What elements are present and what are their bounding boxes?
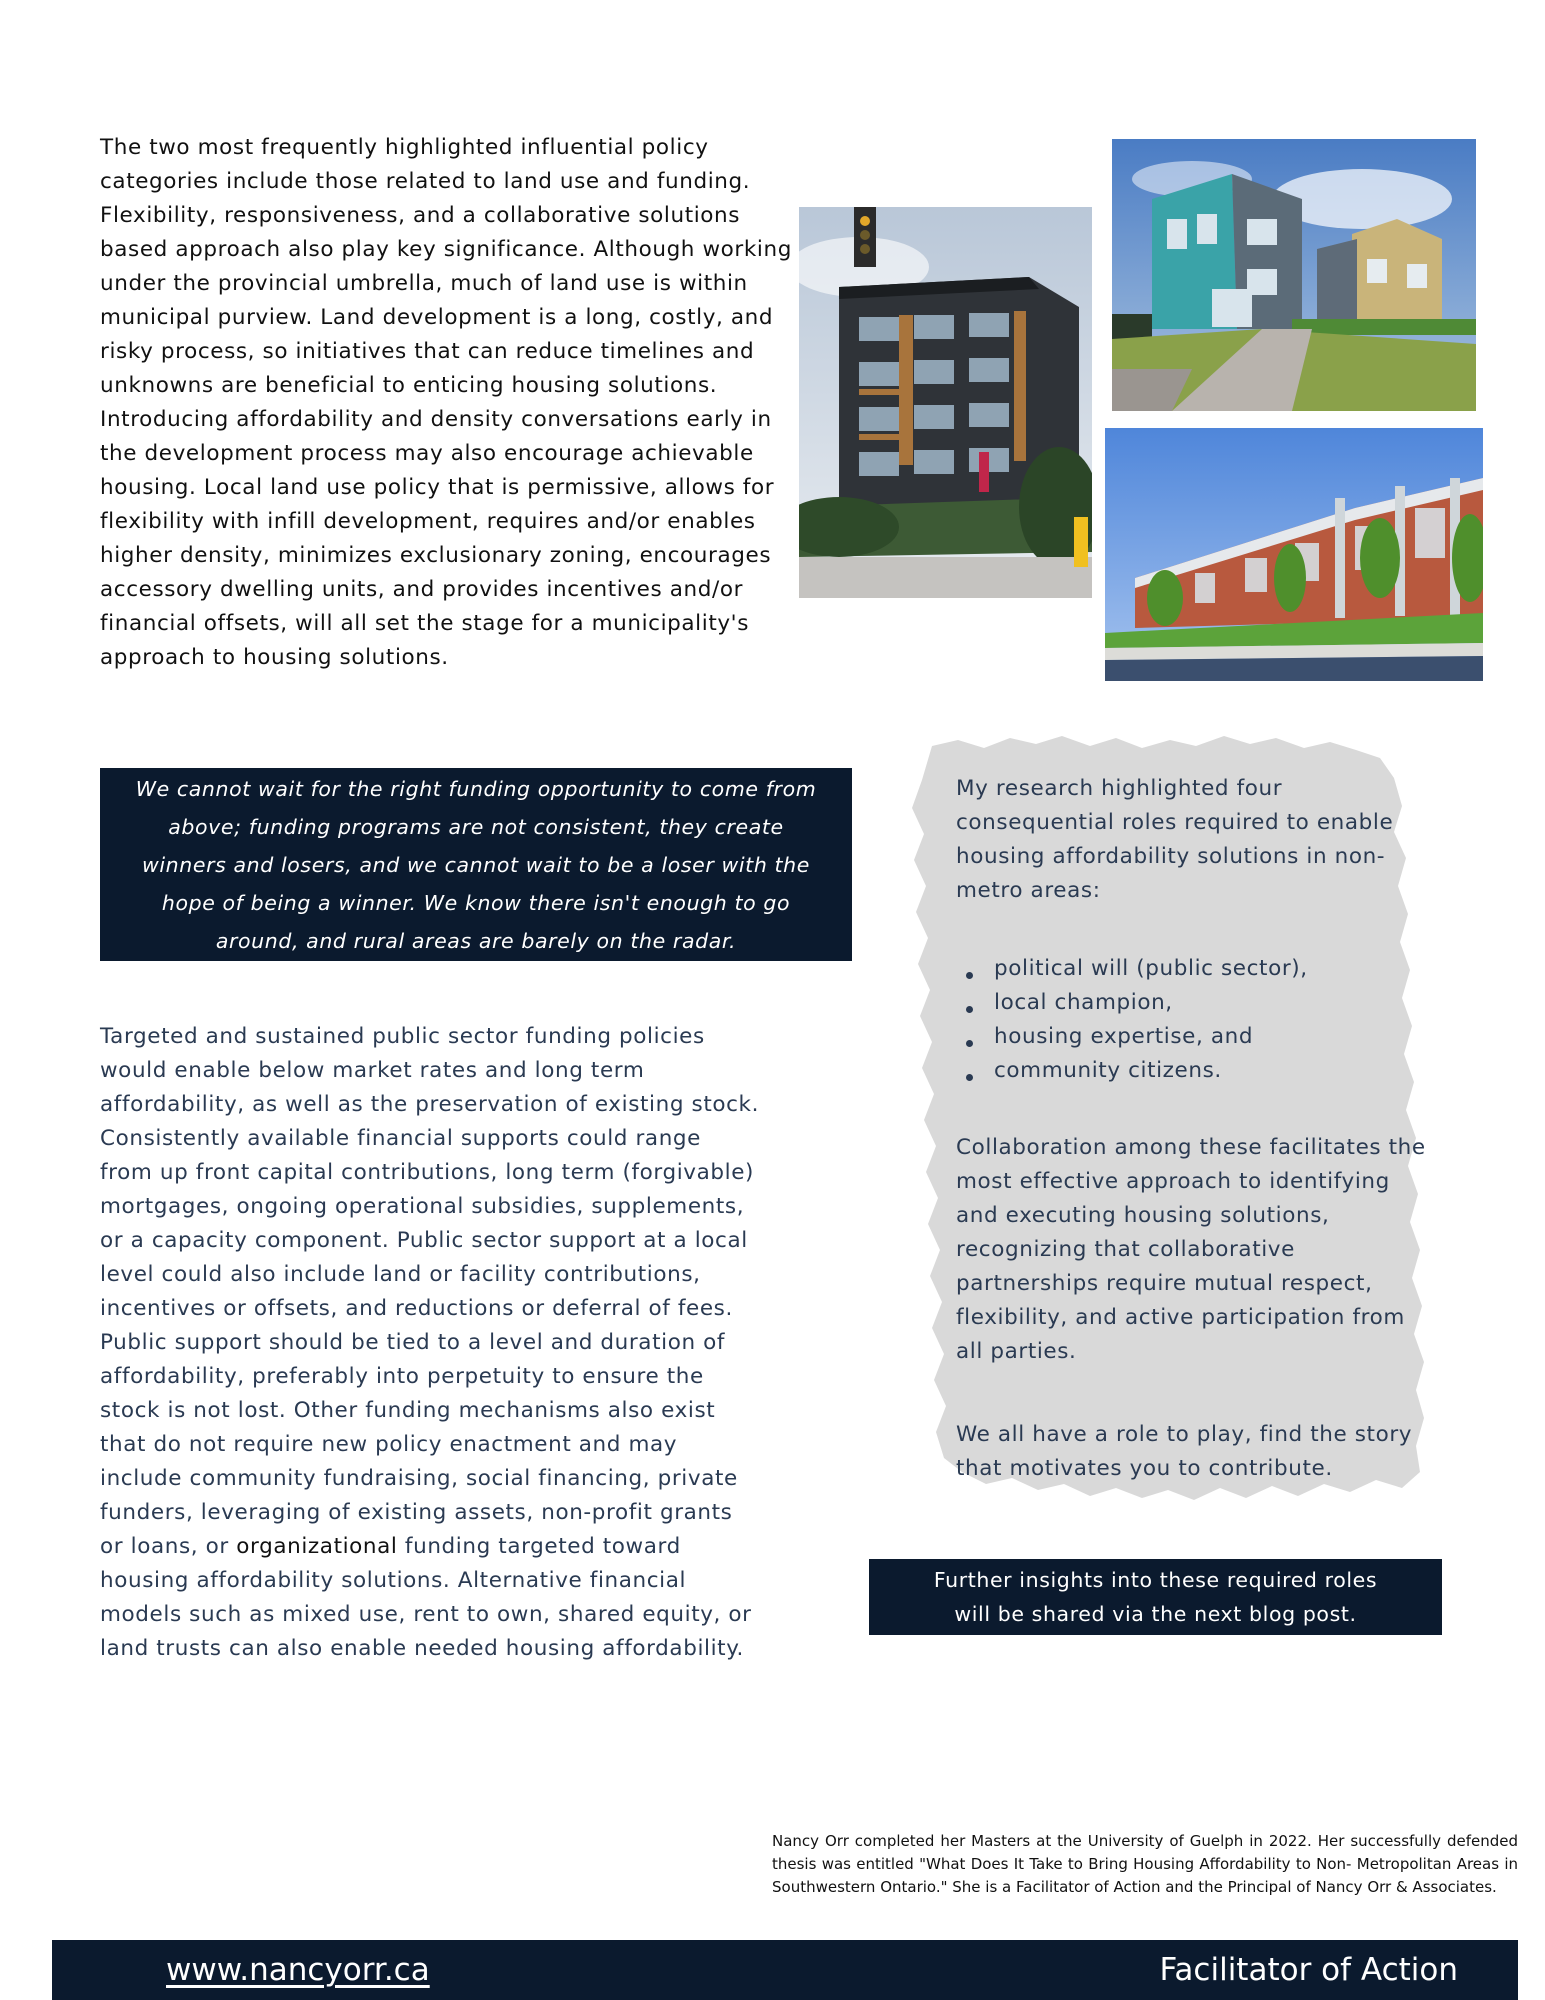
collaboration-paragraph: Collaboration among these facilitates the most effective approach to identifying and executing housing solutions, recognizing that collaborative partnerships require mutual respect, flexibility, and active participation from all parties. [956, 1135, 1426, 1364]
funding-text-part2: funding targeted toward housing affordability solutions. Alternative financial models such as mixed use, rent to own, shared equity, or land trusts can also enable needed housing affordability. [100, 1534, 752, 1661]
roles-section [956, 772, 1426, 1486]
list-item: local champion, [956, 986, 1426, 1020]
insights-note [869, 1559, 1442, 1635]
list-item: political will (public sector), [956, 952, 1426, 986]
pull-quote: We cannot wait for the right funding opportunity to come from above; funding programs are not consistent, they create winners and losers, and we cannot wait to be a loser with the hope of being a winner. We know there isn't enough to go around, and rural areas are barely on the radar. [135, 776, 817, 953]
list-item: community citizens. [956, 1054, 1426, 1088]
funding-paragraph [100, 1020, 760, 1666]
website-link[interactable]: www.nancyorr.ca [166, 1952, 430, 1988]
brick-townhouses-photo [1105, 428, 1483, 681]
closing-statement: We all have a role to play, find the story that motivates you to contribute. [956, 1422, 1413, 1481]
funding-text-emphasis: organizational [236, 1534, 398, 1559]
footer-bar [52, 1940, 1518, 2000]
roles-intro: My research highlighted four consequential roles required to enable housing affordability solutions in non-metro areas: [956, 776, 1394, 903]
modern-colorful-houses-photo [1112, 139, 1476, 411]
footer-tagline: Facilitator of Action [1159, 1952, 1458, 1988]
apartment-building-photo [799, 207, 1092, 598]
insights-note-text: Further insights into these required roles will be shared via the next blog post. [933, 1568, 1378, 1626]
author-bio: Nancy Orr completed her Masters at the University of Guelph in 2022. Her successfully defended thesis was entitled "What Does It Take to Bring Housing Affordability to Non- Metropolitan Areas in Southwestern Ontario." She is a Facilitator of Action and the Principal of Nancy Orr & Associates. [772, 1832, 1518, 1896]
quote-box [100, 768, 852, 961]
roles-list [956, 952, 1426, 1088]
list-item: housing expertise, and [956, 1020, 1426, 1054]
intro-paragraph: The two most frequently highlighted influential policy categories include those related to land use and funding. Flexibility, responsiveness, and a collaborative solutions based approach also play key significance. Although working under the provincial umbrella, much of land use is within municipal purview. Land development is a long, costly, and risky process, so initiatives that can reduce timelines and unknowns are beneficial to enticing housing solutions. Introducing affordability and density conversations early in the development process may also encourage achievable housing. Local land use policy that is permissive, allows for flexibility with infill development, requires and/or enables higher density, minimizes exclusionary zoning, encourages accessory dwelling units, and provides incentives and/or financial offsets, will all set the stage for a municipality's approach to housing solutions. [100, 135, 792, 670]
funding-text-part1: Targeted and sustained public sector funding policies would enable below market rates and long term affordability, as well as the preservation of existing stock. Consistently available financial supports could range from up front capital contributions, long term (forgivable) mortgages, ongoing operational subsidies, supplements, or a capacity component. Public sector support at a local level could also include land or facility contributions, incentives or offsets, and reductions or deferral of fees. Public support should be tied to a level and duration of affordability, preferably into perpetuity to ensure the stock is not lost. Other funding mechanisms also exist that do not require new policy enactment and may include community fundraising, social financing, private funders, leveraging of existing assets, non-profit grants or loans, or [100, 1024, 760, 1559]
